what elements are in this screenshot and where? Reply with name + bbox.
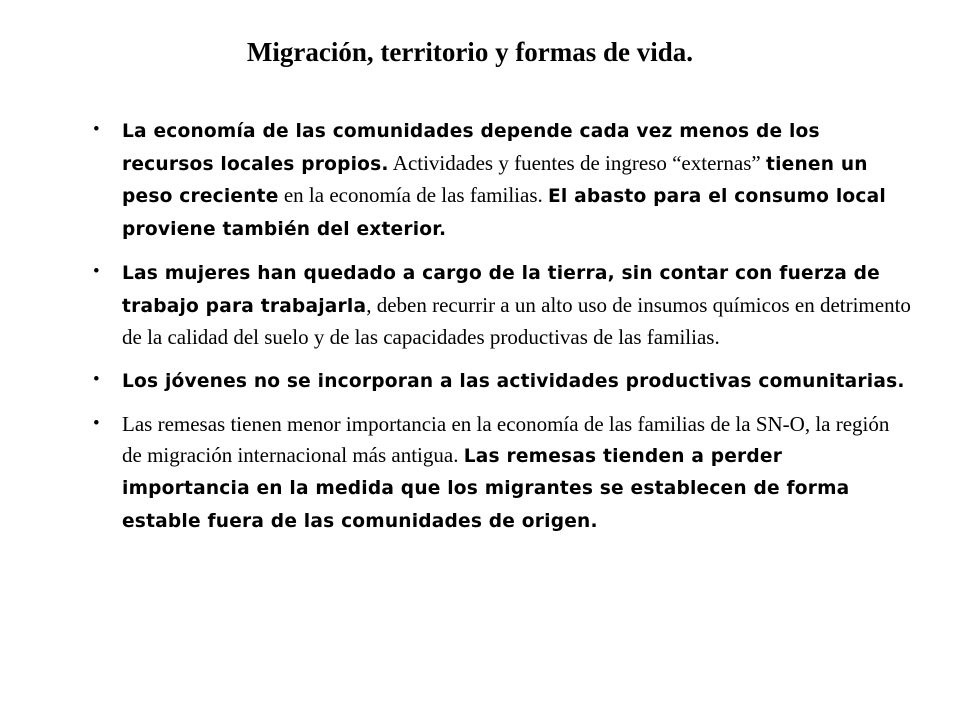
bullet-dot: •: [93, 413, 100, 434]
plain-text: , deben recurrir a un alto uso de insumos químicos en detrimento de la calidad del suelo y de las capacidades productivas de las familias.: [122, 292, 911, 349]
bold-text: Las mujeres han quedado a cargo de la tierra, sin contar con fuerza de trabajo para trabajarla: [122, 263, 880, 317]
bullet-dot: •: [93, 368, 100, 390]
bold-text: tienen un peso creciente: [122, 153, 868, 207]
bullet-item: [93, 365, 913, 398]
bold-text: Los jóvenes no se incorporan a las actividades productivas comunitarias.: [122, 370, 905, 392]
plain-text: Las remesas tienen menor importancia en la economía de las familias de la SN-O, la región de migración internacional más antigua.: [122, 412, 890, 467]
bullet-dot: •: [93, 261, 100, 282]
slide-title: Migración, territorio y formas de vida.: [246, 37, 694, 67]
bold-text: El abasto para el consumo local proviene también del exterior.: [122, 186, 886, 240]
bold-text: La economía de las comunidades depende cada vez menos de los recursos locales propios.: [122, 121, 820, 175]
bullet-dot: •: [93, 119, 100, 140]
plain-text: Actividades y fuentes de ingreso “externas”: [388, 150, 766, 175]
bullet-item: [93, 115, 913, 245]
plain-text: en la economía de las familias.: [278, 183, 548, 207]
bold-text: Las remesas tienden a perder importancia en la medida que los migrantes se establecen de forma estable fuera de las comunidades de origen.: [122, 445, 850, 532]
bullet-item: [93, 257, 913, 353]
bullet-list: [93, 115, 913, 549]
bullet-item: [93, 409, 913, 537]
